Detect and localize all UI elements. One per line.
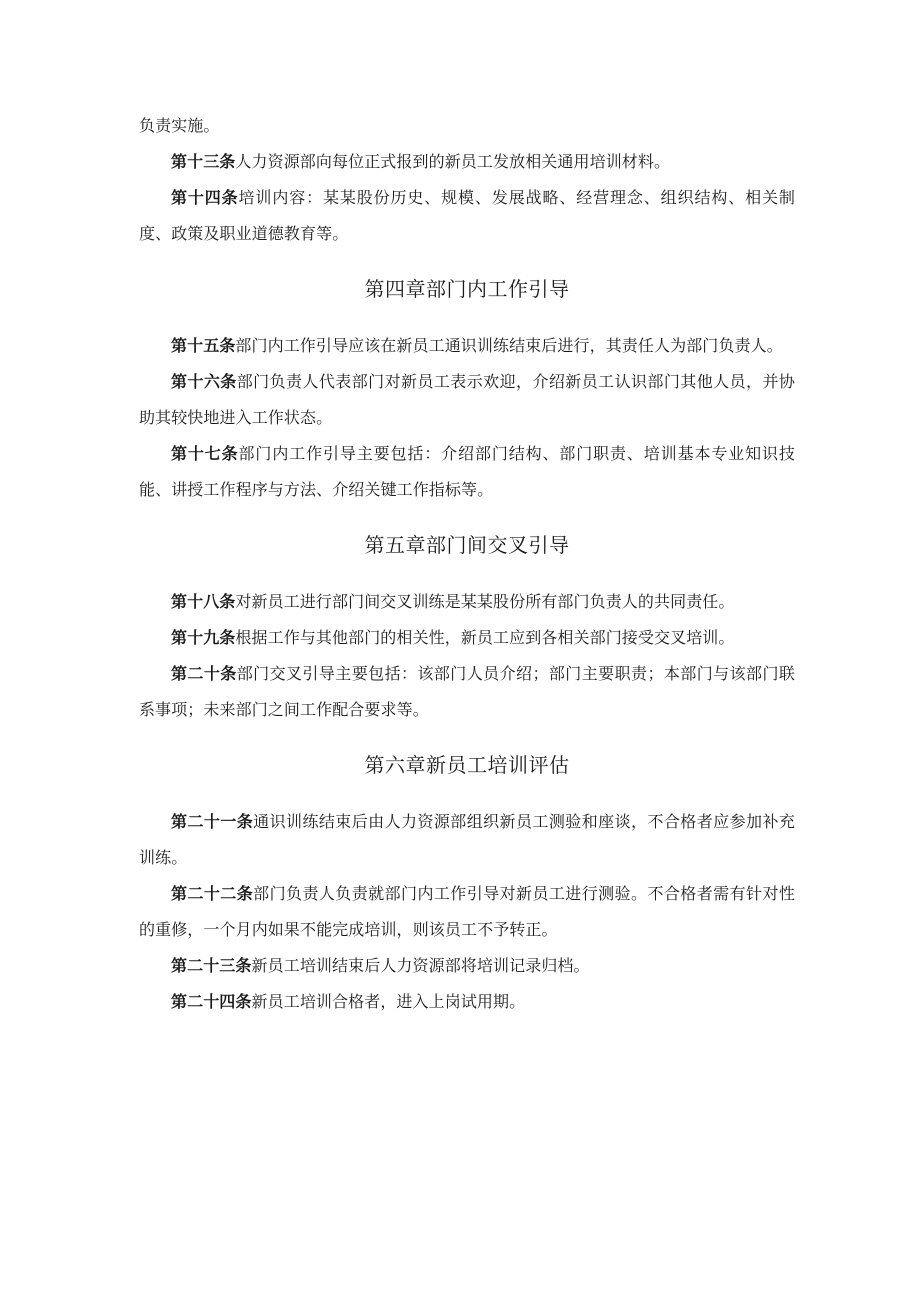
article-text: 通识训练结束后由人力资源部组织新员工测验和座谈，不合格者应参加补充训练。 [139,812,795,867]
article-text: 新员工培训合格者，进入上岗试用期。 [251,992,526,1011]
chapter-6 [139,747,795,1020]
article-13 [139,144,795,180]
article-14 [139,180,795,252]
document-page [139,108,795,1020]
article-label: 第二十一条 [171,812,254,831]
chapter-title: 第四章部门内工作引导 [364,277,570,301]
article-text: 部门交叉引导主要包括：该部门人员介绍；部门主要职责；本部门与该部门联系事项；未来部门之间工作配合要求等。 [139,664,795,719]
article-label: 第十三条 [171,152,236,171]
article-22 [139,876,795,948]
article-text: 部门内工作引导应该在新员工通识训练结束后进行，其责任人为部门负责人。 [235,336,783,355]
article-text: 部门内工作引导主要包括：介绍部门结构、部门职责、培训基本专业知识技能、讲授工作程序与方法、介绍关键工作指标等。 [139,444,795,499]
article-label: 第二十四条 [171,992,252,1011]
article-17 [139,436,795,508]
article-text: 部门负责人代表部门对新员工表示欢迎，介绍新员工认识部门其他人员，并协助其较快地进入工作状态。 [139,372,795,427]
article-20 [139,656,795,728]
article-24 [139,984,795,1020]
chapter-4 [139,271,795,508]
article-15 [139,328,795,364]
article-text: 部门负责人负责就部门内工作引导对新员工进行测验。不合格者需有针对性的重修，一个月内如果不能完成培训，则该员工不予转正。 [139,884,795,939]
article-label: 第二十三条 [171,956,252,975]
article-text: 新员工培训结束后人力资源部将培训记录归档。 [251,956,590,975]
article-label: 第十九条 [171,628,236,647]
article-21 [139,804,795,876]
chapter-title: 第六章新员工培训评估 [364,753,570,777]
article-label: 第十四条 [171,188,239,207]
article-label: 第十六条 [171,372,237,391]
chapter-5 [139,527,795,728]
article-23 [139,948,795,984]
article-label: 第十七条 [171,444,239,463]
article-16 [139,364,795,436]
chapter-title: 第五章部门间交叉引导 [364,533,570,557]
section-continued [139,144,795,252]
article-label: 第十五条 [171,336,236,355]
article-19 [139,620,795,656]
article-text: 对新员工进行部门间交叉训练是某某股份所有部门负责人的共同责任。 [235,592,735,611]
article-text: 培训内容：某某股份历史、规模、发展战略、经营理念、组织结构、相关制度、政策及职业道德教育等。 [139,188,795,243]
article-label: 第二十二条 [171,884,254,903]
article-text: 人力资源部向每位正式报到的新员工发放相关通用培训材料。 [235,152,671,171]
article-18 [139,584,795,620]
continuation-text: 负责实施。 [139,116,220,135]
article-text: 根据工作与其他部门的相关性，新员工应到各相关部门接受交叉培训。 [235,628,735,647]
article-label: 第二十条 [171,664,237,683]
article-label: 第十八条 [171,592,236,611]
